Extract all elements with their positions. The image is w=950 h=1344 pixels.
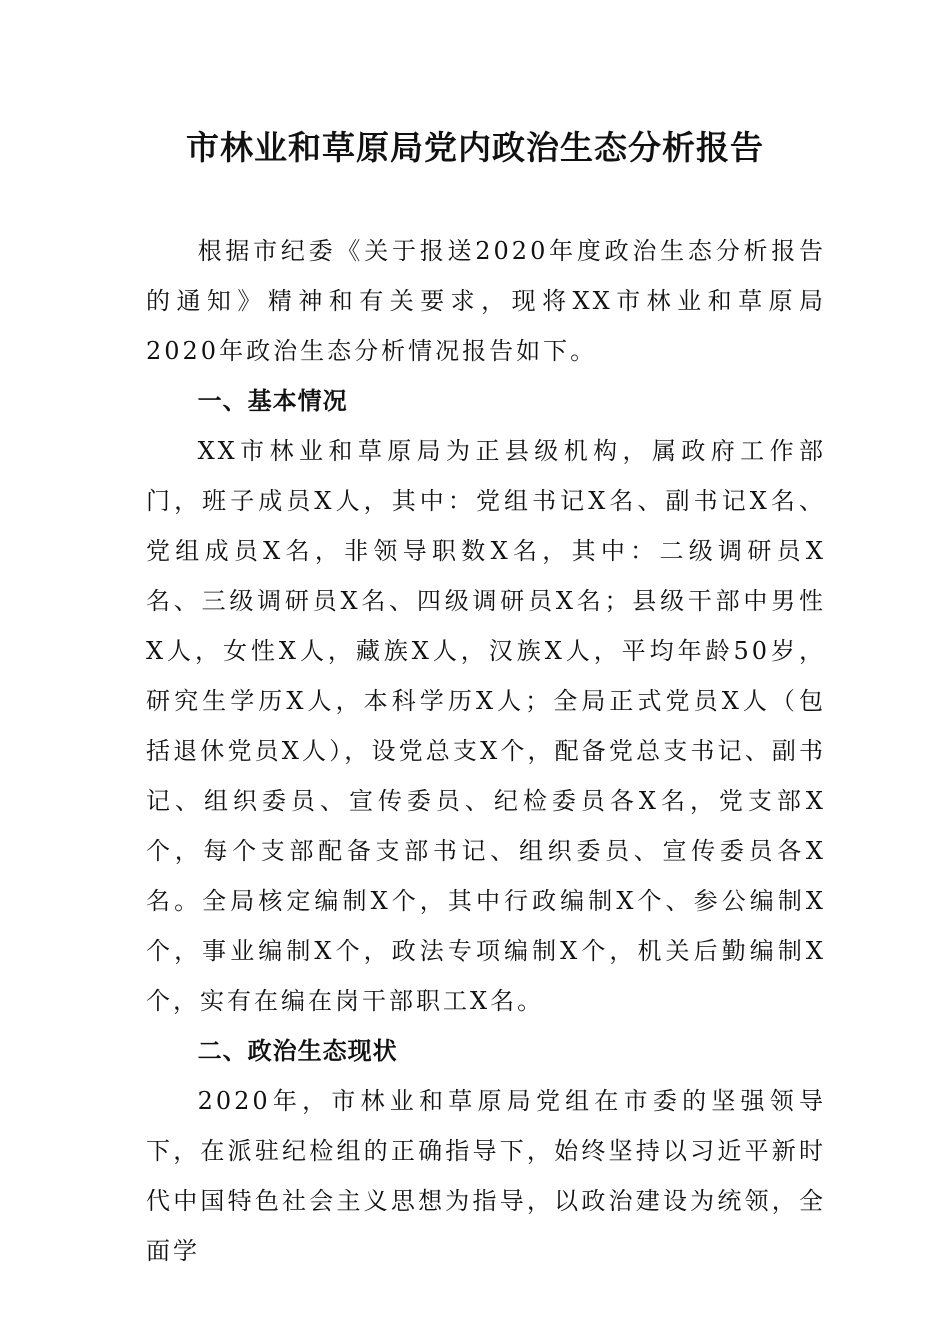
section-heading-basic-situation: 一、基本情况 — [197, 387, 348, 415]
section-paragraph-political-ecology-status: 2020年，市林业和草原局党组在市委的坚强领导下，在派驻纪检组的正确指导下，始终坚持以习近平新时代中国特色社会主义思想为指导，以政治建设为统领，全面学 — [146, 1087, 826, 1265]
document-title: 市林业和草原局党内政治生态分析报告 — [186, 128, 764, 167]
intro-paragraph: 根据市纪委《关于报送2020年度政治生态分析报告的通知》精神和有关要求，现将XX市林业和草原局2020年政治生态分析情况报告如下。 — [146, 237, 826, 365]
section-paragraph-basic-situation: XX市林业和草原局为正县级机构，属政府工作部门，班子成员X人，其中：党组书记X名、副书记X名、党组成员X名，非领导职数X名，其中：二级调研员X名、三级调研员X名、四级调研员X名；县级干部中男性X人，女性X人，藏族X人，汉族X人，平均年龄50岁，研究生学历X人，本科学历X人；全局正式党员X人（包括退休党员X人），设党总支X个，配备党总支书记、副书记、组织委员、宣传委员、纪检委员各X名，党支部X个，每个支部配备支部书记、组织委员、宣传委员各X名。全局核定编制X个，其中行政编制X个、参公编制X个，事业编制X个，政法专项编制X个，机关后勤编制X个，实有在编在岗干部职工X名。 — [146, 437, 826, 1015]
section-heading-political-ecology-status: 二、政治生态现状 — [197, 1037, 398, 1065]
document-body — [146, 226, 826, 1276]
